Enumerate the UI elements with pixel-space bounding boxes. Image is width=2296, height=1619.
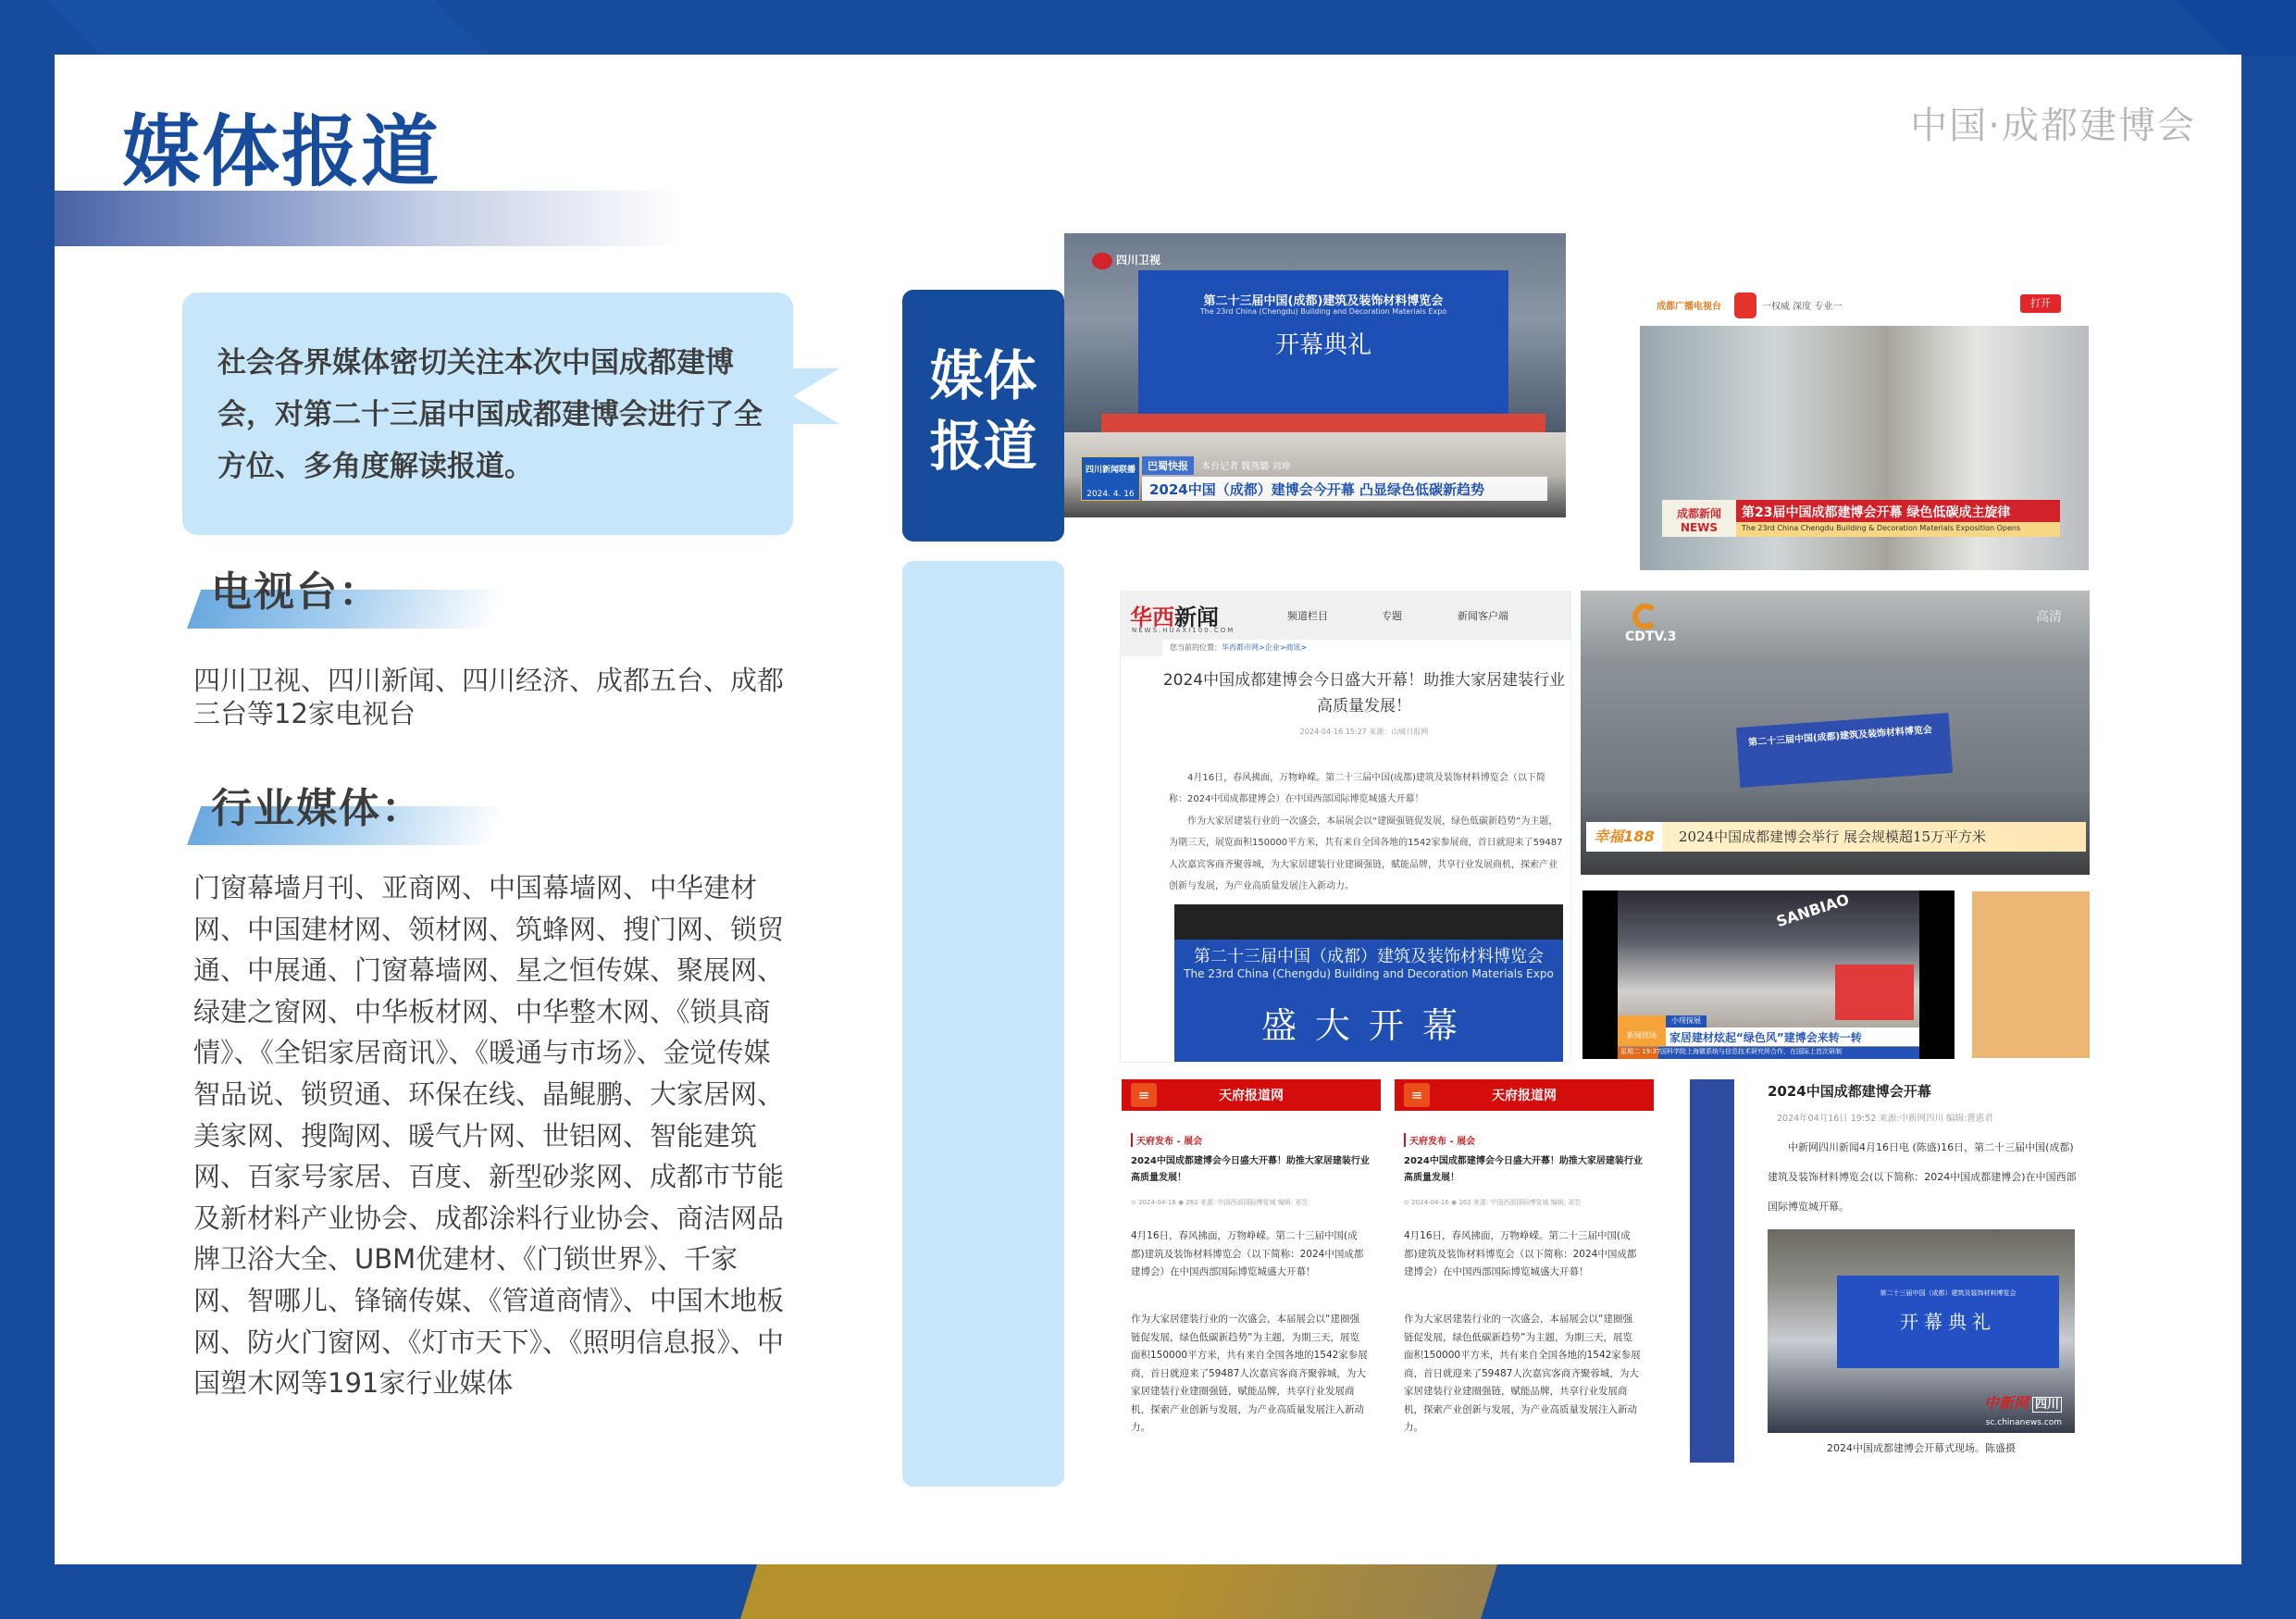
reporter-credit: 本台记者 魏燕璐 刘坤 (1201, 462, 1291, 472)
page-title: 媒体报道 (122, 106, 441, 197)
site-name: 天府报道网 (1219, 1089, 1284, 1103)
article-para: 4月16日，春风拂面，万物峥嵘。第二十三届中国(成都)建筑及装饰材料博览会（以下简称：2024中国成都建博会）在中国西部国际博览城盛大开幕！ (1404, 1230, 1637, 1277)
article-photo: 第二十三届中国（成都）建筑及装饰材料博览会 The 23rd China (Chengdu) Building and Decoration Materials Expo 盛大开幕 (1174, 904, 1563, 1063)
article-para: 作为大家居建装行业的一次盛会，本届展会以“建圈强链促发展，绿色低碳新趋势”为主题，为期三天，展览面积150000平方米，共有来自全国各地的1542家参展商，首日就迎来了59487人次嘉宾客商齐聚蓉城，为大家居建装行业建圈强链，赋能品牌，共享行业发展商机，探索产业创新与发展，为产业高质量发展注入新动力。 (1131, 1314, 1368, 1433)
huaxi-logo: 华西新闻 (1130, 604, 1219, 630)
app-slogan: 一权威 深度 专业一 (1762, 302, 1843, 312)
frame-decoration (2175, 0, 2296, 56)
article-body: 4月16日，春风拂面，万物峥嵘。第二十三届中国(成都)建筑及装饰材料博览会（以下简称：2024中国成都建博会）在中国西部国际博览城盛大开幕！ 作为大家居建装行业的一次盛会，本届展会以“建圈强链促发展，绿色低碳新趋势”为主题，为期三天，展览面积150000平方米，共有来自全国各地的1542家参展商，首日就迎来了59487人次嘉宾客商齐聚蓉城，为大家居建装行业建圈强链，赋能品牌，共享行业发展商机，探索产业创新与发展，为产业高质量发展注入新动力。 (1169, 773, 1563, 892)
gold-accent-band (740, 1564, 1497, 1619)
news-headline: 2024中国（成都）建博会今开幕 凸显绿色低碳新趋势 (1142, 477, 1547, 501)
industry-section-heading (187, 785, 668, 845)
huaxi-domain: NEWS.HUAXI100.COM (1132, 627, 1235, 634)
frame-decoration (46, 0, 490, 56)
stage-screen: 第二十三届中国（成都）建筑及装饰材料博览会 开幕典礼 (1837, 1276, 2059, 1368)
news-ticker: 星期二 19:37 国科学院上海微系统与信息技术研究所合作，在国际上首次研制 (1618, 1047, 1919, 1059)
photo-caption: 2024中国成都建博会开幕式现场。陈盛摄 (1827, 1442, 2016, 1454)
site-header (1122, 1079, 1381, 1111)
tag-line-1: 媒体 (929, 344, 1037, 407)
screenshot-huaxi-article (1120, 591, 1571, 1063)
tv-section-heading (187, 568, 668, 629)
article-para: 作为大家居建装行业的一次盛会，本届展会以“建圈强链促发展，绿色低碳新趋势”为主题，为期三天，展览面积150000平方米，共有来自全国各地的1542家参展商，首日就迎来了59487人次嘉宾客商齐聚蓉城，为大家居建装行业建圈强链，赋能品牌，共享行业发展商机，探索产业创新与发展，为产业高质量发展注入新动力。 (1404, 1314, 1641, 1433)
screenshot-sctv-news-booth (1582, 890, 1955, 1059)
cdtv3-logo: CDTV.3 (1625, 604, 1677, 644)
booth-brand: SANBIAO (1774, 890, 1852, 931)
article-meta: ⊙ 2024-04-16 ◉ 262 来源: 中国西部国际博览城 编辑: 邓笠 (1131, 1199, 1309, 1206)
nav-channels[interactable]: 频道栏目 (1287, 610, 1328, 622)
article-title: 2024中国成都建博会今日盛大开幕！助推大家居建装行业高质量发展！ (1404, 1156, 1643, 1183)
industry-heading-label: 行业媒体： (211, 785, 424, 832)
side-decorative-strip (902, 561, 1064, 1487)
program-logo: 幸福188 (1586, 822, 1662, 852)
breadcrumb: 您当前的位置：华西都市网>企业>商讯> (1162, 640, 1570, 656)
hamburger-menu-icon[interactable]: ≡ (1131, 1083, 1157, 1107)
app-header (1640, 287, 2089, 324)
hd-badge: 高清 (2036, 610, 2062, 625)
broadcast-date: 2024. 4. 16 (1086, 490, 1135, 499)
bubble-tail (793, 368, 839, 396)
intro-speech-bubble (182, 293, 793, 535)
news-headline: 2024中国成都建博会举行 展会规模超15万平方米 (1679, 828, 1987, 845)
lower-third (1586, 822, 2086, 852)
orange-accent-block (1972, 891, 2090, 1058)
screenshot-cdtv-app (1640, 287, 2089, 570)
media-report-tag (902, 290, 1064, 542)
program-logo: 成都新闻 NEWS (1662, 500, 1736, 537)
cdtv-moon-icon (1632, 604, 1658, 629)
open-app-button[interactable]: 打开 (2020, 294, 2061, 313)
article-title: 2024中国成都建博会今日盛大开幕！助推大家居建装行业高质量发展！ (1162, 671, 1566, 716)
lower-third (1662, 500, 2060, 537)
news-headline: 第23届中国成都建博会开幕 绿色低碳成主旋律 (1736, 500, 2060, 522)
article-title: 2024中国成都建博会今日盛大开幕！助推大家居建装行业高质量发展！ (1131, 1156, 1370, 1183)
tv-stations-text: 四川卫视、四川新闻、四川经济、成都五台、成都三台等12家电视台 (193, 665, 785, 729)
article-title: 2024中国成都建博会开幕 (1768, 1083, 1931, 1100)
article-meta: 2024-04-16 15:27 来源：山城日报网 (1299, 728, 1429, 736)
chinanews-watermark: 中新网 四川 (1984, 1391, 2062, 1413)
watermark-url: sc.chinanews.com (1985, 1418, 2062, 1427)
article-photo (1768, 1229, 2075, 1433)
screenshot-cdtv3-broadcast (1581, 591, 2090, 875)
segment-tag: 小现探展 (1666, 1015, 1706, 1027)
screenshot-chinanews-article (1740, 1074, 2090, 1463)
app-icon (1734, 293, 1756, 318)
breadcrumb-path[interactable]: 华西都市网>企业>商讯> (1222, 643, 1308, 652)
screenshot-tianfu-article (1122, 1079, 1381, 1468)
tv-heading-label: 电视台： (211, 568, 381, 616)
site-header (1395, 1079, 1654, 1111)
news-headline: 家居建材炫起“绿色风”建博会来转一转 (1666, 1027, 1919, 1046)
article-meta: ⊙ 2024-04-16 ◉ 262 来源: 中国西部国际博览城 编辑: 邓笠 (1404, 1199, 1582, 1206)
nav-topics[interactable]: 专题 (1382, 610, 1402, 622)
article-meta: 2024年04月16日 19:52 来源:中新网四川 编辑:曹惠君 (1777, 1114, 1993, 1124)
sctv-logo: 四川卫视 (1092, 252, 1160, 269)
article-para: 中新网四川新闻4月16日电 (陈盛)16日，第二十三届中国(成都)建筑及装饰材料博览会(以下简称：2024中国成都建博会)在中国西部国际博览城开幕。 (1768, 1141, 2077, 1213)
lower-third (1081, 456, 1547, 501)
industry-media-text: 门窗幕墙月刊、亚商网、中国幕墙网、中华建材网、中国建材网、领材网、筑蜂网、搜门网、锁贸通、中展通、门窗幕墙网、星之恒传媒、聚展网、绿建之窗网、中华板材网、中华整木网、《锁具商情》、《全铝家居商讯》、《暖通与市场》、金觉传媒智品说、锁贸通、环保在线、晶鲲鹏、大家居网、美家网、搜陶网、暖气片网、世铝网、智能建筑网、百家号家居、百度、新型砂浆网、成都市节能及新材料产业协会、成都涂料行业协会、商洁网品牌卫浴大全、UBM优建材、《门锁世界》、千家网、智哪儿、锋镝传媒、《管道商情》、中国木地板网、防火门窗网、《灯市天下》、《照明信息报》、中国塑木网等191家行业媒体 (193, 872, 785, 1400)
hamburger-menu-icon[interactable]: ≡ (1404, 1083, 1430, 1107)
stage-screen: 第二十三届中国(成都)建筑及装饰材料博览会 The 23rd China (Chengdu) Building and Decoration Materials Expo 开幕典礼 (1138, 270, 1508, 414)
screenshot-tianfu-article (1395, 1079, 1654, 1468)
blue-accent-band (1690, 1079, 1734, 1463)
article-category: 天府发布 - 展会 (1404, 1133, 1475, 1147)
cdtv-brand: 成都广播电视台 (1657, 302, 1721, 312)
article-para: 4月16日，春风拂面，万物峥嵘。第二十三届中国(成都)建筑及装饰材料博览会（以下简称：2024中国成都建博会）在中国西部国际博览城盛大开幕！ (1131, 1230, 1364, 1277)
tag-line-2: 报道 (929, 415, 1037, 478)
article-category: 天府发布 - 展会 (1131, 1133, 1202, 1147)
sctv-logo-icon (1092, 253, 1112, 269)
brand-wordmark: 中国·成都建博会 (1910, 105, 2196, 147)
lower-third (1618, 1015, 1919, 1059)
english-subline: The 23rd China Chengdu Building & Decoration Materials Exposition Opens (1736, 522, 2060, 537)
program-logo: 新闻现场 (1618, 1015, 1666, 1046)
intro-text: 社会各界媒体密切关注本次中国成都建博会，对第二十三届中国成都建博会进行了全方位、多角度解读报道。 (217, 346, 763, 483)
screenshot-sctv-broadcast (1064, 233, 1566, 517)
segment-tag: 巴蜀快报 (1142, 456, 1194, 475)
site-name: 天府报道网 (1492, 1089, 1557, 1103)
nav-app[interactable]: 新闻客户端 (1458, 610, 1508, 622)
expo-banner: 第二十三届中国(成都)建筑及装饰材料博览会 (1736, 713, 1953, 788)
program-logo: 四川新闻联播 (1081, 456, 1140, 501)
bubble-tail (793, 396, 839, 424)
